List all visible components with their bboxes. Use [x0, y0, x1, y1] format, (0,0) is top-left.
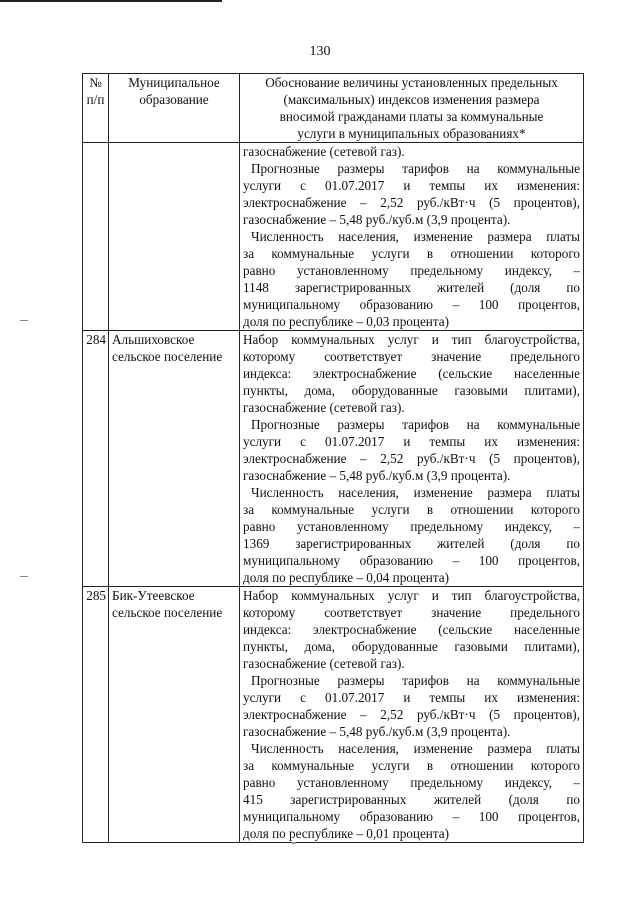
header-col-municipality: Муниципальное образование [109, 74, 240, 143]
text-line: доля по республике – 0,01 процента) [243, 826, 450, 841]
municipality-name-line: сельское поселение [112, 349, 223, 364]
header-col-justification: Обоснование величины установленных предельных (максимальных) индексов изменения размера вносимой гражданами платы за коммунальные услуги в муниципальных образованиях* [240, 74, 584, 143]
text-line: Численность населения, изменение размера платы [251, 741, 580, 756]
table-header-row [83, 74, 584, 143]
text-line: Набор коммунальных услуг и тип благоустройства, [243, 588, 580, 603]
text-line: равно установленному предельному индексу, – [243, 519, 580, 534]
municipality-name-line: Бик-Утеевское [112, 588, 195, 603]
text-line: газоснабжение – 5,48 руб./куб.м (3,9 процента). [243, 724, 511, 739]
text-line: газоснабжение – 5,48 руб./куб.м (3,9 процента). [243, 468, 511, 483]
text-line: муниципальному образованию – 100 процентов, [243, 809, 580, 824]
justification-text [240, 143, 584, 331]
justification-text [240, 331, 584, 587]
text-line: услуги с 01.07.2017 и темпы их изменения: [243, 178, 580, 193]
municipality-name [109, 143, 240, 331]
text-line: пункты, дома, оборудованные газовыми плитами), [243, 639, 580, 654]
indices-table [82, 73, 584, 843]
text-line: электроснабжение – 2,52 руб./кВт·ч (5 процентов), [243, 707, 580, 722]
text-line: Численность населения, изменение размера платы [251, 485, 580, 500]
text-line: 1369 зарегистрированных жителей (доля по [243, 536, 580, 551]
table-row [83, 143, 584, 331]
municipality-name [109, 587, 240, 843]
municipality-name-line: Альшиховское [112, 332, 195, 347]
text-line: за коммунальные услуги в отношении которого [243, 502, 580, 517]
top-rule [0, 0, 222, 2]
text-line: Набор коммунальных услуг и тип благоустройства, [243, 332, 580, 347]
text-line: доля по республике – 0,04 процента) [243, 570, 450, 585]
margin-mark [20, 576, 28, 577]
text-line: за коммунальные услуги в отношении которого [243, 246, 580, 261]
text-line: которому соответствует значение предельного [243, 349, 580, 364]
text-line: пункты, дома, оборудованные газовыми плитами), [243, 383, 580, 398]
row-number: 284 [83, 331, 109, 587]
text-line: индекса: электроснабжение (сельские населенные [243, 366, 580, 381]
municipality-name [109, 331, 240, 587]
text-line: муниципальному образованию – 100 процентов, [243, 297, 580, 312]
page-number: 130 [309, 44, 331, 59]
text-line: газоснабжение (сетевой газ). [243, 400, 405, 415]
text-line: услуги с 01.07.2017 и темпы их изменения: [243, 434, 580, 449]
text-line: равно установленному предельному индексу, – [243, 775, 580, 790]
text-line: за коммунальные услуги в отношении которого [243, 758, 580, 773]
text-line: электроснабжение – 2,52 руб./кВт·ч (5 процентов), [243, 451, 580, 466]
row-number [83, 143, 109, 331]
text-line: которому соответствует значение предельного [243, 605, 580, 620]
margin-mark [20, 320, 28, 321]
text-line: газоснабжение (сетевой газ). [243, 144, 405, 159]
text-line: муниципальному образованию – 100 процентов, [243, 553, 580, 568]
justification-text [240, 587, 584, 843]
text-line: доля по республике – 0,03 процента) [243, 314, 450, 329]
text-line: газоснабжение (сетевой газ). [243, 656, 405, 671]
table-row [83, 587, 584, 843]
text-line: электроснабжение – 2,52 руб./кВт·ч (5 процентов), [243, 195, 580, 210]
row-number: 285 [83, 587, 109, 843]
header-col-number: № п/п [83, 74, 109, 143]
table-row [83, 331, 584, 587]
text-line: Прогнозные размеры тарифов на коммунальные [251, 161, 580, 176]
text-line: индекса: электроснабжение (сельские населенные [243, 622, 580, 637]
text-line: равно установленному предельному индексу, – [243, 263, 580, 278]
text-line: Численность населения, изменение размера платы [251, 229, 580, 244]
municipality-name-line: сельское поселение [112, 605, 223, 620]
text-line: Прогнозные размеры тарифов на коммунальные [251, 417, 580, 432]
text-line: 415 зарегистрированных жителей (доля по [243, 792, 580, 807]
text-line: газоснабжение – 5,48 руб./куб.м (3,9 процента). [243, 212, 511, 227]
scan-speck [292, 842, 296, 844]
text-line: 1148 зарегистрированных жителей (доля по [243, 280, 580, 295]
text-line: Прогнозные размеры тарифов на коммунальные [251, 673, 580, 688]
text-line: услуги с 01.07.2017 и темпы их изменения: [243, 690, 580, 705]
